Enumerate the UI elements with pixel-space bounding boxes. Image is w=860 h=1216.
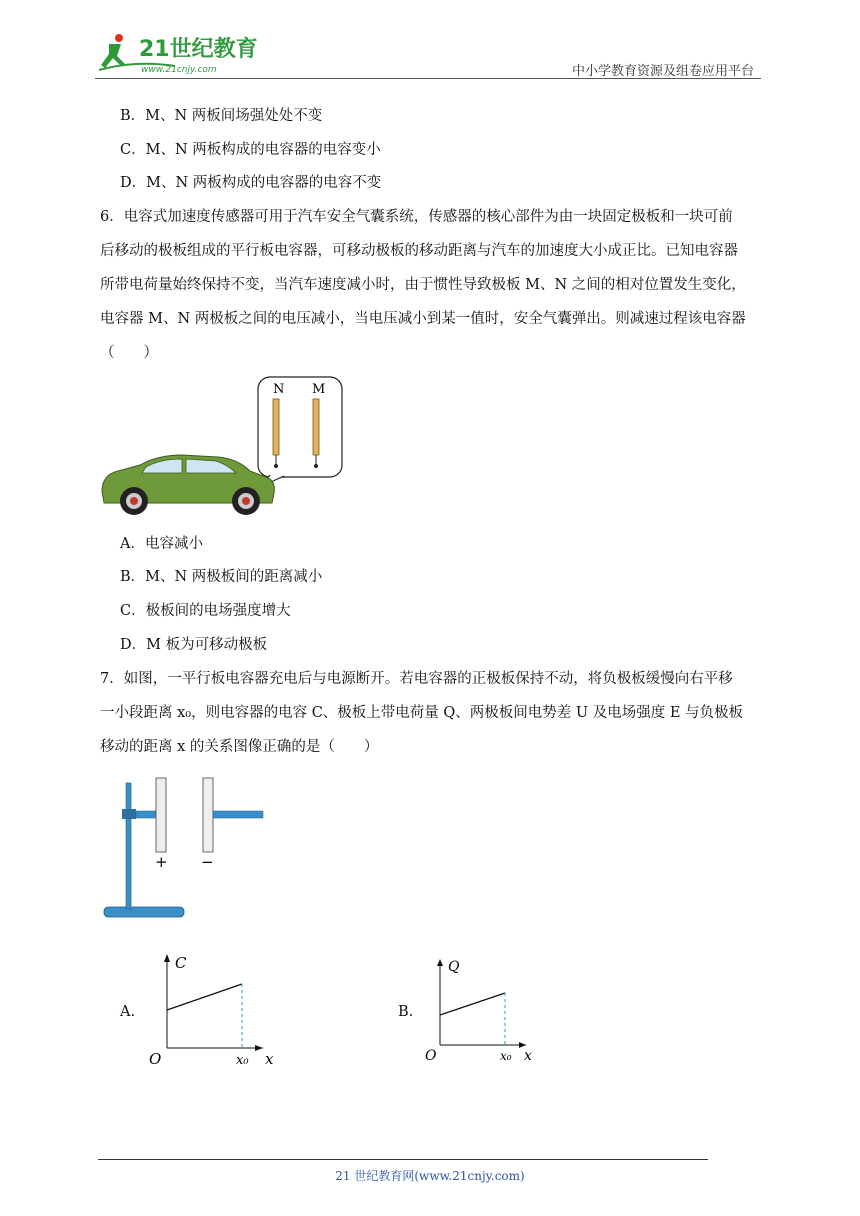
logo-text: 21世纪教育 bbox=[139, 37, 258, 62]
footer-divider bbox=[98, 1159, 708, 1160]
graph-b-xtick: x₀ bbox=[500, 1049, 512, 1063]
graph-a-xtick: x₀ bbox=[236, 1053, 249, 1068]
q5-option-c: C．M、N 两板构成的电容器的电容变小 bbox=[120, 142, 381, 158]
graph-b-option-label: B. bbox=[398, 1004, 414, 1020]
graph-b bbox=[422, 953, 542, 1068]
q6-text-line: 电容器 M、N 两极板之间的电压减小，当电压减小到某一值时，安全气囊弹出。则减速过程该电容器 bbox=[100, 311, 746, 327]
negative-plate bbox=[203, 778, 213, 852]
car-capacitor-figure bbox=[98, 375, 348, 520]
graph-b-line bbox=[440, 993, 505, 1015]
q6-text-line: （ ） bbox=[100, 345, 158, 361]
graph-a bbox=[145, 948, 285, 1073]
q7-text-line: 7．如图，一平行板电容器充电后与电源断开。若电容器的正极板保持不动，将负极板缓慢向右平移 bbox=[100, 671, 733, 687]
q6-text-line: 6．电容式加速度传感器可用于汽车安全气囊系统，传感器的核心部件为由一块固定极板和一块可前 bbox=[100, 209, 733, 225]
graph-a-ylabel: C bbox=[175, 954, 187, 972]
graph-b-xlabel: x bbox=[524, 1048, 532, 1064]
graph-b-ylabel: Q bbox=[448, 959, 460, 975]
logo-url: www.21cnjy.com bbox=[141, 65, 217, 75]
stand-pole bbox=[126, 783, 131, 909]
stand-base bbox=[104, 907, 184, 917]
plate-m bbox=[313, 399, 319, 455]
plate-label-n: N bbox=[273, 382, 285, 397]
slide-rod bbox=[213, 811, 263, 818]
q7-text-line: 移动的距离 x 的关系图像正确的是（ ） bbox=[100, 739, 379, 755]
q6-option-c: C．极板间的电场强度增大 bbox=[120, 603, 291, 619]
q6-text-line: 后移动的极板组成的平行板电容器，可移动极板的移动距离与汽车的加速度大小成正比。已知电容器 bbox=[100, 243, 738, 259]
graph-a-line bbox=[167, 984, 242, 1010]
site-logo bbox=[95, 30, 265, 80]
q5-option-b: B．M、N 两板间场强处处不变 bbox=[120, 108, 323, 124]
q6-option-a: A．电容减小 bbox=[120, 536, 203, 552]
graph-b-origin: O bbox=[425, 1048, 437, 1064]
footer-text: 21 世纪教育网(www.21cnjy.com) bbox=[335, 1169, 525, 1183]
graph-a-origin: O bbox=[149, 1050, 162, 1068]
q6-option-b: B．M、N 两极板间的距离减小 bbox=[120, 569, 323, 585]
positive-plate bbox=[156, 778, 166, 852]
plus-sign: + bbox=[155, 853, 168, 871]
q6-text-line: 所带电荷量始终保持不变，当汽车速度减小时，由于惯性导致极板 M、N 之间的相对位置发生变化， bbox=[100, 277, 746, 293]
q6-option-d: D．M 板为可移动极板 bbox=[120, 637, 268, 653]
minus-sign: − bbox=[201, 853, 214, 871]
header-divider bbox=[95, 78, 761, 79]
stand-clamp bbox=[122, 809, 136, 819]
car-icon bbox=[102, 455, 274, 515]
graph-a-option-label: A. bbox=[120, 1004, 136, 1020]
q5-option-d: D．M、N 两板构成的电容器的电容不变 bbox=[120, 175, 382, 191]
plate-label-m: M bbox=[312, 382, 326, 397]
graph-a-xlabel: x bbox=[265, 1050, 274, 1068]
header-tagline: 中小学教育资源及组卷应用平台 bbox=[571, 64, 754, 79]
callout-bubble bbox=[258, 377, 342, 477]
plate-n bbox=[273, 399, 279, 455]
capacitor-stand-figure bbox=[100, 775, 270, 925]
q7-text-line: 一小段距离 x₀，则电容器的电容 C、极板上带电荷量 Q、两极板间电势差 U 及电场强度 E 与负极板 bbox=[100, 705, 744, 721]
